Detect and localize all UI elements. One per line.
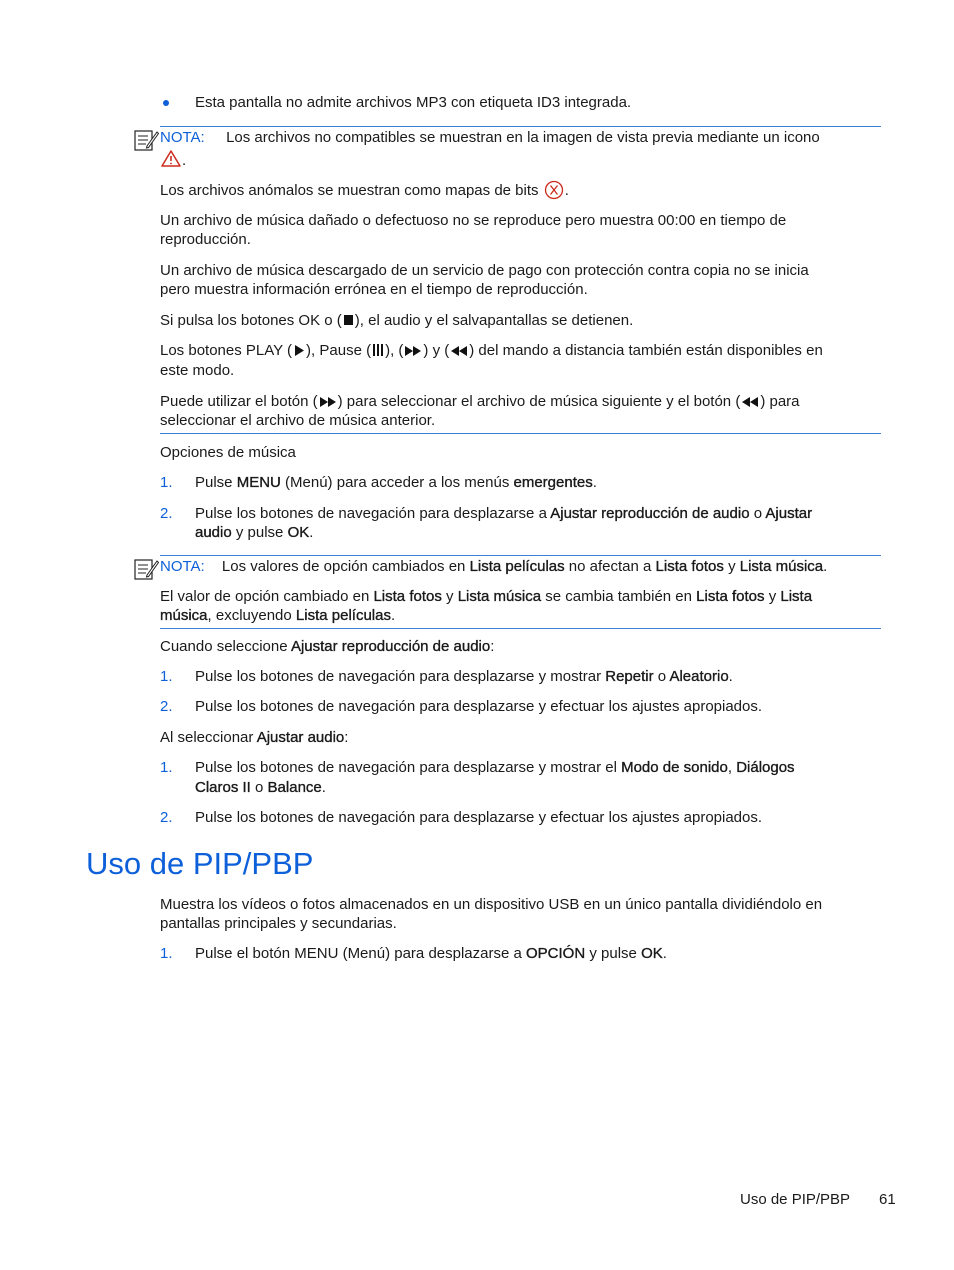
- section-p1a: Muestra los vídeos o fotos almacenados en un dispositivo USB en un único pantalla dividiéndolo en: [160, 896, 823, 913]
- note-p5c: ), (: [385, 342, 404, 359]
- note-text: y: [764, 588, 781, 605]
- note-p6c: ) para: [760, 393, 800, 410]
- note-text: .: [390, 607, 396, 624]
- note-bottom-rule: [160, 433, 881, 434]
- note-p3b: pero muestra información errónea en el tiempo de reproducción.: [160, 281, 588, 298]
- step-text: .: [662, 945, 667, 962]
- warning-icon: [161, 150, 181, 167]
- step-number: 1.: [160, 474, 173, 491]
- step-term: audio: [195, 524, 232, 541]
- note-p5e: ) del mando a distancia también están disponibles en: [469, 342, 823, 359]
- step-term: Aleatorio: [669, 668, 729, 685]
- note-p6d: seleccionar el archivo de música anterior.: [160, 412, 436, 429]
- fast-forward-icon: [319, 396, 337, 408]
- step-term: Modo de sonido: [621, 759, 728, 776]
- step-text: .: [728, 668, 733, 685]
- note-p5a: Los botones PLAY (: [160, 342, 293, 359]
- step-number: 2.: [160, 505, 173, 522]
- note-term: música: [160, 607, 208, 624]
- step-text: .: [592, 474, 597, 491]
- step-number: 2.: [160, 809, 173, 826]
- intro-text: Cuando seleccione: [160, 638, 291, 655]
- step-text: Pulse los botones de navegación para desplazarse y efectuar los ajustes apropiados.: [195, 698, 763, 715]
- step-term: Ajustar: [765, 505, 813, 522]
- note-term: Lista películas: [469, 558, 565, 575]
- step-text: .: [321, 779, 326, 796]
- note-term: Lista música: [739, 558, 824, 575]
- note-text: .: [823, 558, 828, 575]
- step-term: emergentes: [513, 474, 593, 491]
- step-number: 1.: [160, 945, 173, 962]
- note-label: NOTA:: [160, 129, 205, 146]
- note-term: Lista fotos: [655, 558, 724, 575]
- step-text: (Menú) para acceder a los menús: [280, 474, 514, 491]
- note-p4b: ), el audio y el salvapantallas se detienen.: [354, 312, 634, 329]
- step-text: o: [250, 779, 268, 796]
- note-term: Lista películas: [295, 607, 391, 624]
- step-text: Pulse: [195, 474, 237, 491]
- note-top-rule: [160, 555, 881, 556]
- step-term: Ajustar reproducción de audio: [550, 505, 750, 522]
- intro-text: :: [490, 638, 495, 655]
- note-end: .: [182, 152, 187, 169]
- step-text: ,: [727, 759, 737, 776]
- note-p6b: ) para seleccionar el archivo de música siguiente y el botón (: [337, 393, 741, 410]
- step-text: o: [653, 668, 670, 685]
- note-text: y: [723, 558, 740, 575]
- bullet-text: Esta pantalla no admite archivos MP3 con etiqueta ID3 integrada.: [195, 94, 632, 111]
- note-p5d: ) y (: [423, 342, 450, 359]
- bullet-marker: [163, 100, 169, 106]
- section-heading: Uso de PIP/PBP: [86, 846, 314, 881]
- step-text: Pulse los botones de navegación para desplazarse y mostrar: [195, 668, 606, 685]
- note-p5b: ), Pause (: [306, 342, 372, 359]
- step-text: y pulse: [231, 524, 288, 541]
- note-p2a: Un archivo de música dañado o defectuoso no se reproduce pero muestra 00:00 en tiempo de: [160, 212, 787, 229]
- note-term: Lista fotos: [696, 588, 765, 605]
- step-text: Pulse los botones de navegación para desplazarse y mostrar el: [195, 759, 622, 776]
- note-bottom-rule: [160, 628, 881, 629]
- page-number: 61: [879, 1191, 896, 1208]
- bitmap-error-icon: [544, 180, 564, 200]
- section-p1b: pantallas principales y secundarias.: [160, 915, 397, 932]
- step-term: Claros II: [195, 779, 251, 796]
- step-number: 1.: [160, 668, 173, 685]
- note-text: , excluyendo: [207, 607, 296, 624]
- note-text: se cambia también en: [541, 588, 697, 605]
- intro-text: Al seleccionar: [160, 729, 257, 746]
- play-icon: [293, 344, 305, 357]
- step-text: Pulse los botones de navegación para desplazarse a: [195, 505, 551, 522]
- step-text: .: [309, 524, 314, 541]
- note-p5f: este modo.: [160, 362, 235, 379]
- note-text: Los archivos no compatibles se muestran en la imagen de vista previa mediante un icono: [226, 129, 820, 146]
- step-term: Diálogos: [736, 759, 795, 776]
- rewind-icon: [450, 345, 468, 357]
- step-term: OK: [641, 945, 663, 962]
- step-text: o: [749, 505, 766, 522]
- note-p2b: reproducción.: [160, 231, 251, 248]
- step-text: Pulse los botones de navegación para desplazarse y efectuar los ajustes apropiados.: [195, 809, 763, 826]
- note-icon: [133, 128, 159, 152]
- step-term: MENU: [236, 474, 281, 491]
- note-p6a: Puede utilizar el botón (: [160, 393, 318, 410]
- step-number: 2.: [160, 698, 173, 715]
- stop-icon: [343, 314, 354, 326]
- step-term: Repetir: [605, 668, 654, 685]
- note-label: NOTA:: [160, 558, 205, 575]
- step-term: Balance: [267, 779, 322, 796]
- step-text: Pulse el botón MENU (Menú) para desplazarse a: [195, 945, 526, 962]
- note-text: y: [441, 588, 458, 605]
- footer-title: Uso de PIP/PBP: [740, 1191, 851, 1208]
- note-term: Lista música: [457, 588, 542, 605]
- note-icon: [133, 557, 159, 581]
- intro-term: Ajustar reproducción de audio: [290, 638, 491, 655]
- step-term: OK: [287, 524, 310, 541]
- step-number: 1.: [160, 759, 173, 776]
- note-p4a: Si pulsa los botones OK o (: [160, 312, 342, 329]
- note-term: Lista fotos: [373, 588, 442, 605]
- intro-term: Ajustar audio: [256, 729, 345, 746]
- note-text: El valor de opción cambiado en: [160, 588, 374, 605]
- note-term: Lista: [780, 588, 813, 605]
- note-text: Los valores de opción cambiados en: [221, 558, 470, 575]
- rewind-icon: [741, 396, 759, 408]
- step-text: y pulse: [585, 945, 642, 962]
- note-p3a: Un archivo de música descargado de un servicio de pago con protección contra copia no se inicia: [160, 262, 809, 279]
- music-options-title: Opciones de música: [160, 444, 296, 461]
- intro-text: :: [344, 729, 349, 746]
- pause-icon: [372, 343, 384, 357]
- fast-forward-icon: [404, 345, 422, 357]
- note-p1: Los archivos anómalos se muestran como mapas de bits: [160, 182, 539, 199]
- note-top-rule: [160, 126, 881, 127]
- step-term: OPCIÓN: [526, 945, 586, 962]
- note-text: no afectan a: [564, 558, 656, 575]
